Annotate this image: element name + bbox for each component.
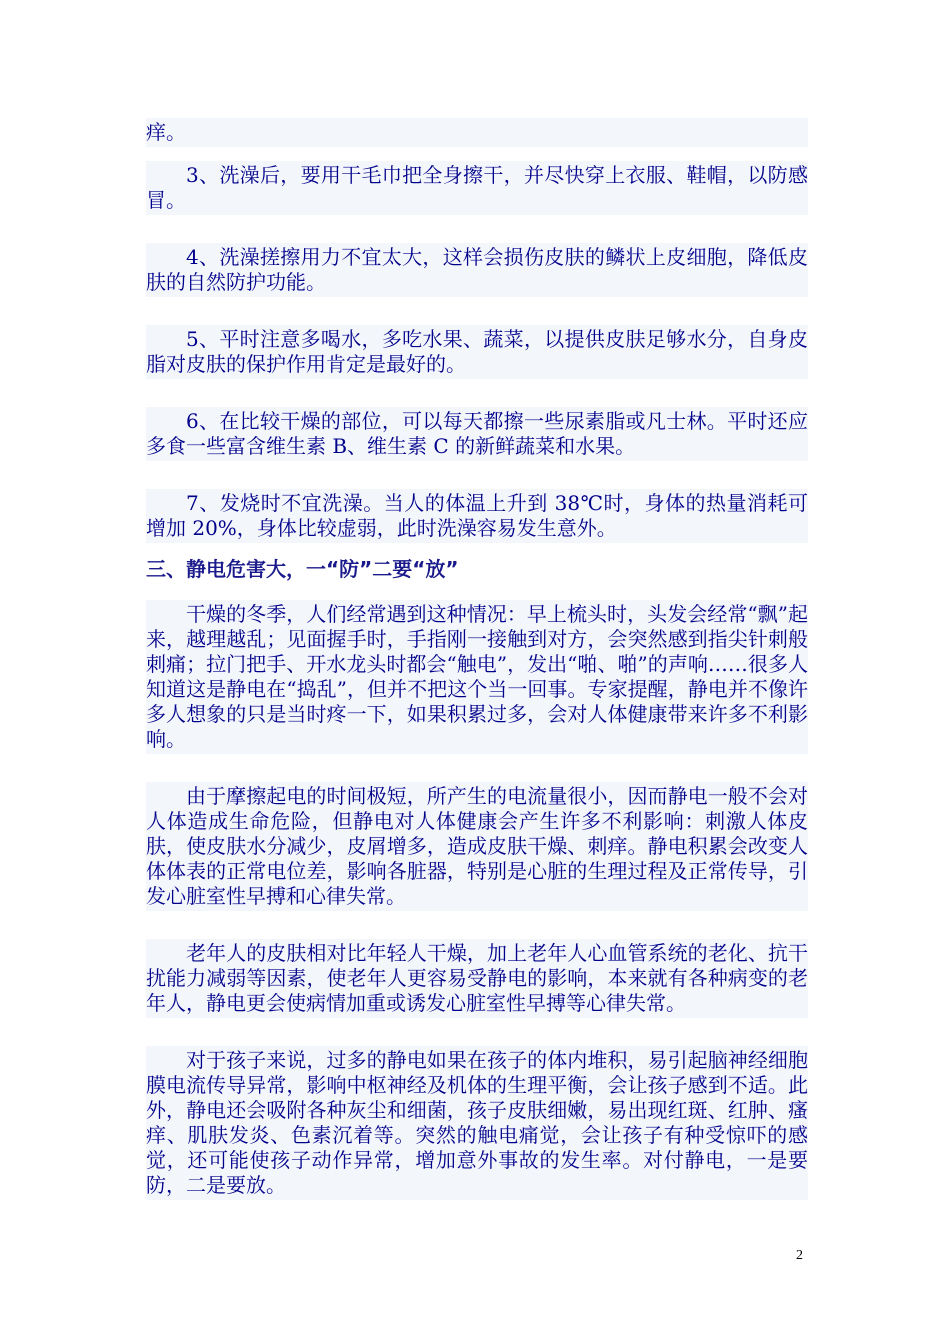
paragraph-tip-7: 7、发烧时不宜洗澡。当人的体温上升到 38℃时，身体的热量消耗可增加 20%，身体比较虚弱，此时洗澡容易发生意外。 — [146, 489, 808, 543]
paragraph-static-effects: 由于摩擦起电的时间极短，所产生的电流量很小，因而静电一般不会对人体造成生命危险，但静电对人体健康会产生许多不利影响：刺激人体皮肤，使皮肤水分减少，皮屑增多，造成皮肤干燥、刺痒。静电积累会改变人体体表的正常电位差，影响各脏器，特别是心脏的生理过程及正常传导，引发心脏室性早搏和心律失常。 — [146, 782, 808, 911]
paragraph-static-children: 对于孩子来说，过多的静电如果在孩子的体内堆积，易引起脑神经细胞膜电流传导异常，影响中枢神经及机体的生理平衡，会让孩子感到不适。此外，静电还会吸附各种灰尘和细菌，孩子皮肤细嫩，易出现红斑、红肿、瘙痒、肌肤发炎、色素沉着等。突然的触电痛觉，会让孩子有种受惊吓的感觉，还可能使孩子动作异常，增加意外事故的发生率。对付静电，一是要防，二是要放。 — [146, 1046, 808, 1200]
document-body — [146, 118, 808, 1228]
paragraph-tip-5: 5、平时注意多喝水，多吃水果、蔬菜，以提供皮肤足够水分，自身皮脂对皮肤的保护作用肯定是最好的。 — [146, 325, 808, 379]
paragraph-tip-4: 4、洗澡搓擦用力不宜太大，这样会损伤皮肤的鳞状上皮细胞，降低皮肤的自然防护功能。 — [146, 243, 808, 297]
paragraph-tip-3: 3、洗澡后，要用干毛巾把全身擦干，并尽快穿上衣服、鞋帽，以防感冒。 — [146, 161, 808, 215]
paragraph-static-elderly: 老年人的皮肤相对比年轻人干燥，加上老年人心血管系统的老化、抗干扰能力减弱等因素，使老年人更容易受静电的影响，本来就有各种病变的老年人，静电更会使病情加重或诱发心脏室性早搏等心律失常。 — [146, 939, 808, 1018]
section-heading: 三、静电危害大，一“防”二要“放” — [146, 557, 808, 582]
paragraph-continuation: 痒。 — [146, 118, 808, 147]
page-number: 2 — [796, 1248, 803, 1263]
paragraph-tip-6: 6、在比较干燥的部位，可以每天都擦一些尿素脂或凡士林。平时还应多食一些富含维生素 B、维生素 C 的新鲜蔬菜和水果。 — [146, 407, 808, 461]
paragraph-static-intro: 干燥的冬季，人们经常遇到这种情况：早上梳头时，头发会经常“飘”起来，越理越乱；见面握手时，手指刚一接触到对方，会突然感到指尖针刺般刺痛；拉门把手、开水龙头时都会“触电”，发出“啪、啪”的声响……很多人知道这是静电在“捣乱”，但并不把这个当一回事。专家提醒，静电并不像许多人想象的只是当时疼一下，如果积累过多，会对人体健康带来许多不利影响。 — [146, 600, 808, 754]
